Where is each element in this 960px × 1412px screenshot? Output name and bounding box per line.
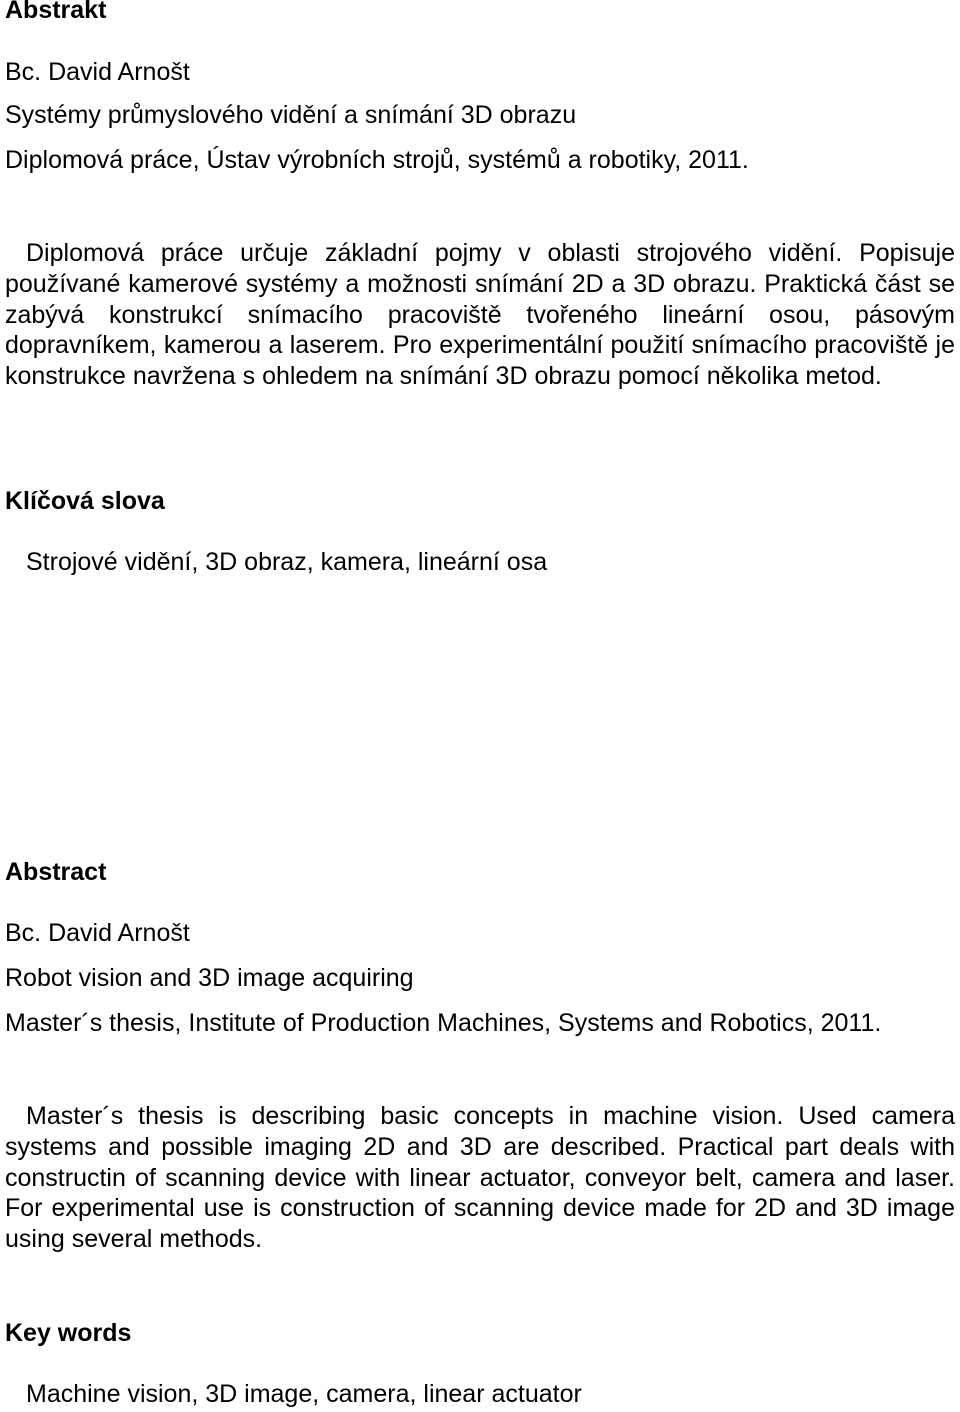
english-keywords: Machine vision, 3D image, camera, linear actuator [26, 1380, 582, 1408]
czech-abstract-text: Diplomová práce určuje základní pojmy v oblasti strojového vidění. Popisuje používané kamerové systémy a možnosti snímání 2D a 3D obrazu. Praktická část se zabývá konstrukcí snímacího pracoviště tvořeného lineární osou, pásovým dopravníkem, kamerou a laserem. Pro experimentální použití snímacího pracoviště je konstrukce navržena s ohledem na snímání 3D obrazu pomocí několika metod. [5, 239, 955, 391]
english-thesis-info: Master´s thesis, Institute of Production Machines, Systems and Robotics, 2011. [5, 1009, 882, 1037]
english-thesis-title: Robot vision and 3D image acquiring [5, 964, 414, 992]
czech-abstract-heading: Abstrakt [5, 0, 107, 24]
czech-keywords-heading: Klíčová slova [5, 487, 165, 515]
czech-author: Bc. David Arnošt [5, 58, 190, 86]
english-keywords-heading: Key words [5, 1319, 132, 1347]
english-author: Bc. David Arnošt [5, 919, 190, 947]
english-abstract-text: Master´s thesis is describing basic concepts in machine vision. Used camera systems and possible imaging 2D and 3D are described. Practical part deals with constructin of scanning device with linear actuator, conveyor belt, camera and laser. For experimental use is construction of scanning device made for 2D and 3D image using several methods. [5, 1102, 955, 1254]
english-abstract-heading: Abstract [5, 858, 107, 886]
czech-thesis-info: Diplomová práce, Ústav výrobních strojů, systémů a robotiky, 2011. [5, 146, 749, 174]
czech-keywords: Strojové vidění, 3D obraz, kamera, lineární osa [26, 548, 548, 576]
czech-thesis-title: Systémy průmyslového vidění a snímání 3D obrazu [5, 101, 577, 129]
